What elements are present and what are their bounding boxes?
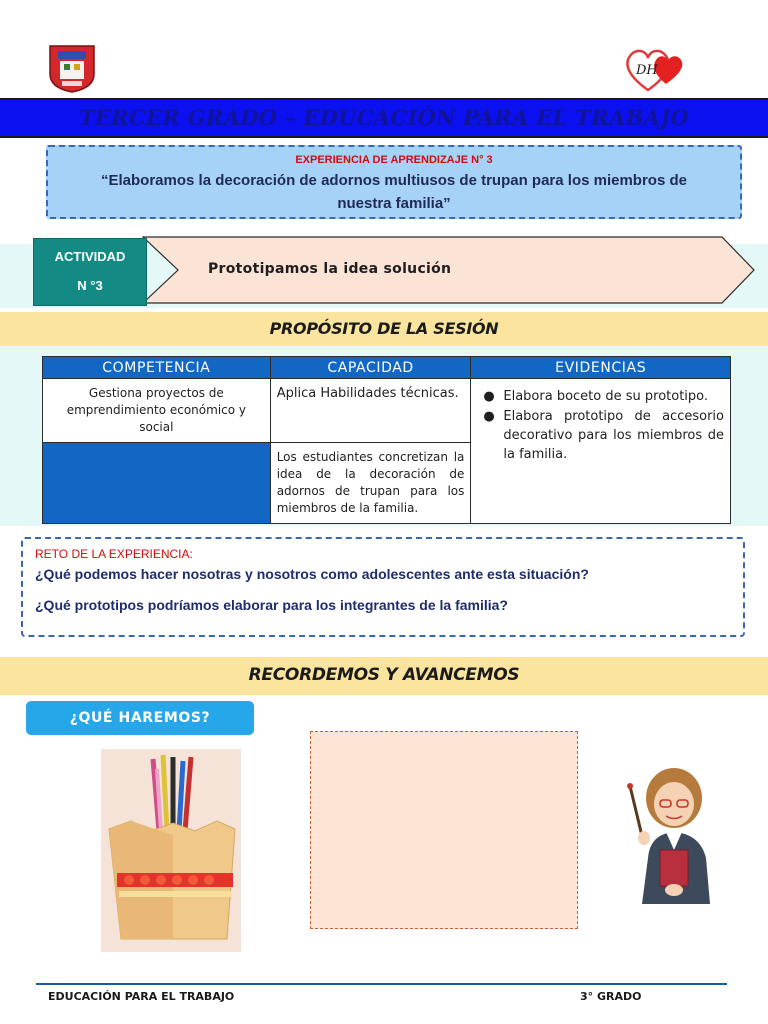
competencia-cell: Gestiona proyectos de emprendimiento económico y social	[43, 379, 271, 443]
evidence-item	[477, 387, 724, 406]
capacidad-cell: Aplica Habilidades técnicas.	[270, 379, 471, 443]
table-header-row	[43, 357, 731, 379]
blue-block	[43, 443, 271, 524]
title-band	[0, 98, 768, 138]
experience-title: “Elaboramos la decoración de adornos multiusos de trupan para los miembros de nuestra familia”	[101, 172, 687, 212]
school-logo	[46, 42, 98, 94]
teacher-illustration	[620, 766, 722, 908]
challenge-question-1: ¿Qué podemos hacer nosotras y nosotros como adolescentes ante esta situación?	[35, 566, 589, 582]
evidence-text: Elabora boceto de su prototipo.	[503, 389, 709, 404]
experience-label: EXPERIENCIA DE APRENDIZAJE N° 3	[295, 154, 493, 166]
page-title: TERCER GRADO – EDUCACIÓN PARA EL TRABAJO	[78, 105, 690, 130]
challenge-box	[21, 537, 745, 637]
empty-content-box	[310, 731, 578, 929]
footer-subject: EDUCACIÓN PARA EL TRABAJO	[48, 990, 235, 1003]
evidencias-cell	[471, 379, 731, 524]
purpose-statement-cell: Los estudiantes concretizan la idea de la decoración de adornos de trupan para los miembros de la familia.	[270, 443, 471, 524]
que-haremos-button[interactable]: ¿QUÉ HAREMOS?	[26, 701, 254, 735]
dh-heart-logo	[622, 44, 688, 94]
recordemos-heading: RECORDEMOS Y AVANCEMOS	[248, 665, 520, 685]
activity-tag	[33, 238, 147, 306]
activity-number: N °3	[77, 278, 103, 293]
purpose-band	[0, 312, 768, 346]
experience-box	[46, 145, 742, 219]
header-capacidad: CAPACIDAD	[270, 357, 471, 379]
purpose-heading: PROPÓSITO DE LA SESIÓN	[269, 319, 499, 338]
table-row	[43, 379, 731, 443]
pencil-holder-photo	[101, 749, 241, 952]
activity-tag-label: ACTIVIDAD	[54, 249, 126, 264]
challenge-question-2: ¿Qué prototipos podríamos elaborar para los integrantes de la familia?	[35, 597, 508, 613]
purpose-table	[42, 356, 731, 524]
challenge-label: RETO DE LA EXPERIENCIA:	[35, 547, 193, 561]
evidence-text: Elabora prototipo de accesorio decorativo para los miembros de la familia.	[503, 409, 724, 462]
bullet-icon: ●	[483, 389, 495, 404]
bullet-icon: ●	[483, 409, 495, 424]
header-competencia: COMPETENCIA	[43, 357, 271, 379]
dh-logo-text: DH	[636, 63, 658, 78]
footer-divider	[36, 983, 727, 985]
footer-grade: 3° GRADO	[580, 990, 642, 1003]
header-evidencias: EVIDENCIAS	[471, 357, 731, 379]
recordemos-band	[0, 657, 768, 695]
activity-title: Prototipamos la idea solución	[208, 261, 452, 277]
evidence-item	[477, 407, 724, 464]
